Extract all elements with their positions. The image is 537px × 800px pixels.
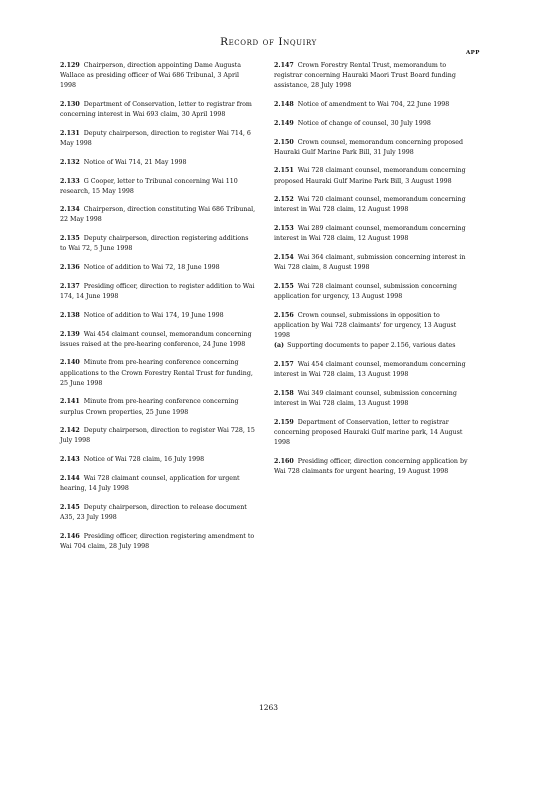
record-entry — [274, 61, 470, 91]
page-number: 1263 — [258, 703, 279, 712]
entry-number: 2.131 — [60, 129, 80, 137]
entry-text: Wai 454 claimant counsel, memorandum concerning issues raised at the pre-hearing conference, 24 June 1998 — [60, 330, 252, 348]
entry-number: 2.156 — [274, 311, 294, 319]
record-entry — [60, 205, 256, 225]
entry-number: 2.132 — [60, 158, 80, 166]
entry-number: 2.153 — [274, 225, 294, 233]
entry-number: 2.134 — [60, 206, 80, 214]
record-entry — [60, 61, 256, 91]
entry-number: 2.136 — [60, 264, 80, 272]
record-entry — [60, 532, 256, 552]
record-entry — [274, 224, 470, 244]
record-entry — [60, 311, 256, 321]
running-header: Record of Inquiry — [220, 36, 317, 48]
record-entry — [274, 138, 470, 158]
entry-text: G Cooper, letter to Tribunal concerning Wai 110 research, 15 May 1998 — [60, 177, 238, 195]
record-entry — [274, 360, 470, 380]
record-entry — [274, 311, 470, 351]
entry-number: 2.137 — [60, 282, 80, 290]
entry-text: Presiding officer, direction to register addition to Wai 174, 14 June 1998 — [60, 282, 255, 300]
record-entry — [60, 100, 256, 120]
record-entry — [60, 129, 256, 149]
entry-text: Wai 364 claimant, submission concerning interest in Wai 728 claim, 8 August 1998 — [274, 254, 466, 272]
entry-number: 2.144 — [60, 474, 80, 482]
record-entry — [60, 158, 256, 168]
entry-number: 2.145 — [60, 503, 80, 511]
entry-number: 2.159 — [274, 418, 294, 426]
entry-number: 2.149 — [274, 119, 294, 127]
entry-number: 2.133 — [60, 177, 80, 185]
sub-entry — [274, 341, 470, 351]
entry-text: Chairperson, direction appointing Dame Augusta Wallace as presiding officer of Wai 686 Tribunal, 3 April 1998 — [60, 62, 241, 90]
entry-number: 2.135 — [60, 235, 80, 243]
section-tag: APP — [466, 50, 480, 56]
entry-text: Presiding officer, direction registering amendment to Wai 704 claim, 28 July 1998 — [60, 532, 255, 550]
entry-text: Deputy chairperson, direction to register Wai 728, 15 July 1998 — [60, 427, 255, 445]
entry-text: Minute from pre-hearing conference concerning applications to the Crown Forestry Rental Trust for funding, 25 June 1998 — [60, 359, 253, 387]
entry-text: Notice of addition to Wai 174, 19 June 1998 — [83, 311, 224, 319]
entry-number: 2.148 — [274, 100, 294, 108]
entry-text: Wai 289 claimant counsel, memorandum concerning interest in Wai 728 claim, 12 August 1998 — [274, 225, 466, 243]
entry-text: Presiding officer, direction concerning application by Wai 728 claimants for urgent hearing, 19 August 1998 — [274, 457, 468, 475]
entry-number: 2.146 — [60, 532, 80, 540]
record-entry — [274, 389, 470, 409]
entry-number: 2.154 — [274, 254, 294, 262]
record-entry — [60, 426, 256, 446]
entry-number: 2.141 — [60, 398, 80, 406]
record-entry — [274, 100, 470, 110]
record-entry — [60, 330, 256, 350]
entry-text: Crown counsel, memorandum concerning proposed Hauraki Gulf Marine Park Bill, 31 July 1998 — [274, 138, 463, 156]
sub-entry-letter: (a) — [274, 342, 285, 350]
entry-number: 2.158 — [274, 389, 294, 397]
sub-entry-text: Supporting documents to paper 2.156, various dates — [287, 342, 456, 350]
record-entry — [274, 253, 470, 273]
record-entry — [274, 119, 470, 129]
entry-text: Deputy chairperson, direction to release document A35, 23 July 1998 — [60, 503, 247, 521]
entry-text: Minute from pre-hearing conference concerning surplus Crown properties, 25 June 1998 — [60, 398, 239, 416]
entry-text: Notice of change of counsel, 30 July 1998 — [297, 119, 431, 127]
record-entry — [274, 195, 470, 215]
record-entry — [60, 503, 256, 523]
entry-text: Crown Forestry Rental Trust, memorandum to registrar concerning Hauraki Maori Trust Board funding assistance, 28 July 1998 — [274, 62, 456, 90]
entry-number: 2.130 — [60, 100, 80, 108]
entry-text: Chairperson, direction constituting Wai 686 Tribunal, 22 May 1998 — [60, 206, 256, 224]
entry-number: 2.142 — [60, 427, 80, 435]
record-entry — [60, 455, 256, 465]
record-entry — [274, 457, 470, 477]
entry-text: Deputy chairperson, direction to register Wai 714, 6 May 1998 — [60, 129, 251, 147]
record-entry — [60, 358, 256, 388]
record-entry — [60, 263, 256, 273]
right-column — [274, 61, 470, 485]
record-entry — [60, 177, 256, 197]
entry-number: 2.160 — [274, 457, 294, 465]
entry-text: Wai 454 claimant counsel, memorandum concerning interest in Wai 728 claim, 13 August 1998 — [274, 360, 466, 378]
entry-number: 2.150 — [274, 138, 294, 146]
entry-text: Wai 728 claimant counsel, application for urgent hearing, 14 July 1998 — [60, 474, 240, 493]
record-entry — [274, 166, 470, 186]
entry-number: 2.139 — [60, 330, 80, 338]
entry-text: Notice of Wai 714, 21 May 1998 — [83, 158, 187, 166]
entry-number: 2.129 — [60, 62, 80, 69]
entry-number: 2.152 — [274, 196, 294, 204]
left-column — [60, 61, 256, 561]
entry-number: 2.151 — [274, 167, 294, 175]
entry-text: Wai 720 claimant counsel, memorandum concerning interest in Wai 728 claim, 12 August 1998 — [274, 196, 466, 214]
entry-text: Notice of Wai 728 claim, 16 July 1998 — [83, 456, 205, 464]
entry-text: Deputy chairperson, direction registering additions to Wai 72, 5 June 1998 — [60, 235, 249, 253]
record-entry — [60, 282, 256, 302]
entry-text: Crown counsel, submissions in opposition to application by Wai 728 claimants' for urgency, 13 August 1998 — [274, 311, 457, 339]
entry-text: Wai 728 claimant counsel, submission concerning application for urgency, 13 August 1998 — [274, 282, 457, 300]
entry-number: 2.138 — [60, 311, 80, 319]
entry-number: 2.140 — [60, 359, 80, 367]
entry-number: 2.143 — [60, 456, 80, 464]
record-entry — [60, 397, 256, 417]
entry-text: Wai 728 claimant counsel, memorandum concerning proposed Hauraki Gulf Marine Park Bill, 3 August 1998 — [274, 167, 466, 185]
entry-number: 2.147 — [274, 62, 294, 69]
entry-number: 2.155 — [274, 282, 294, 290]
record-entry — [274, 418, 470, 448]
entry-text: Wai 349 claimant counsel, submission concerning interest in Wai 728 claim, 13 August 1998 — [274, 389, 457, 407]
entry-text: Notice of amendment to Wai 704, 22 June 1998 — [297, 100, 450, 108]
record-entry — [60, 474, 256, 494]
record-entry — [274, 282, 470, 302]
entry-text: Notice of addition to Wai 72, 18 June 1998 — [83, 264, 220, 272]
record-entry — [60, 234, 256, 254]
entry-text: Department of Conservation, letter to registrar from concerning interest in Wai 693 claim, 30 April 1998 — [60, 100, 252, 119]
entry-text: Department of Conservation, letter to registrar concerning proposed Hauraki Gulf marine park, 14 August 1998 — [274, 418, 463, 446]
entry-number: 2.157 — [274, 360, 294, 368]
